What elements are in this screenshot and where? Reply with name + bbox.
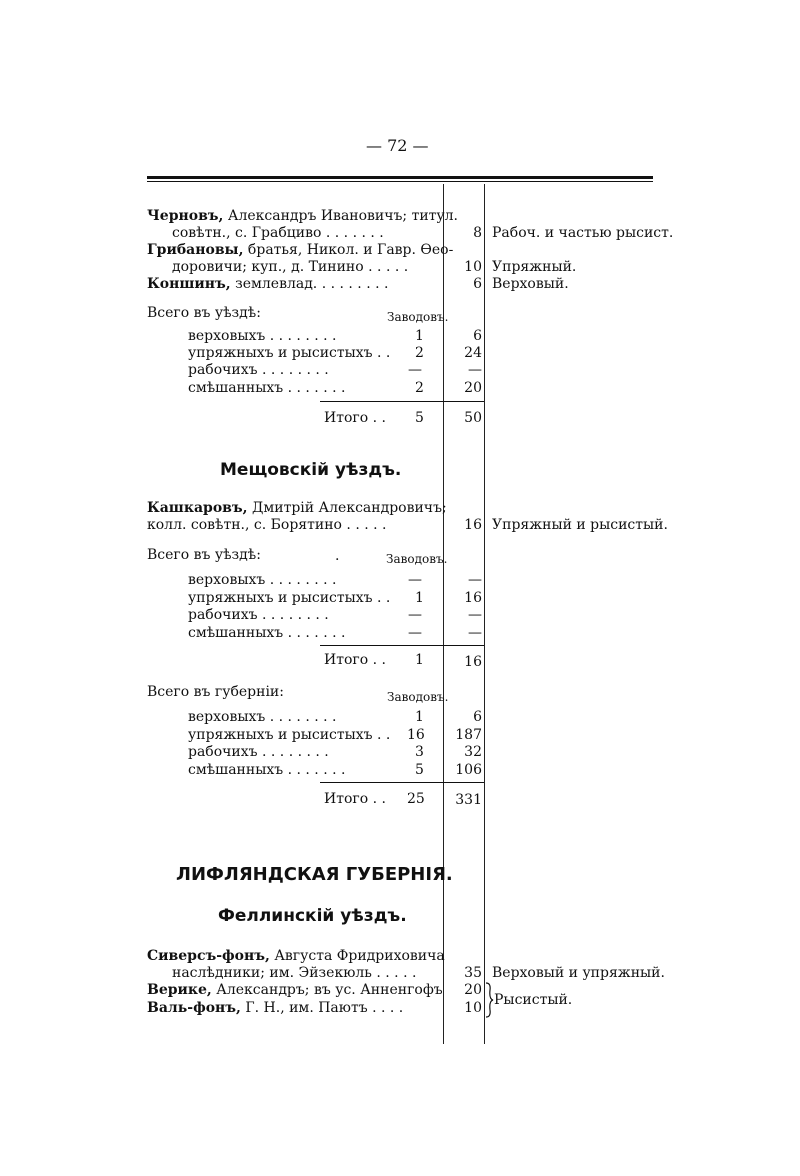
owner-name: Грибановы,	[147, 242, 244, 258]
owner-details: Августа Фридриховича	[274, 948, 445, 964]
entry-name	[147, 982, 443, 999]
category-label: смѣшанныхъ . . . . . . .	[188, 380, 346, 396]
itogo-zavod: 25	[407, 791, 425, 807]
itogo-zavod: 5	[415, 410, 424, 426]
owner-details: землевлад. . . . . . . . .	[235, 276, 389, 292]
zavod-count: 16	[407, 727, 425, 743]
itogo-label: Итого . .	[324, 791, 386, 807]
zavod-count: 3	[415, 744, 424, 760]
horse-count: 10	[464, 1000, 482, 1016]
horse-type: Упряжный.	[492, 259, 577, 275]
zavod-count: 2	[415, 345, 424, 361]
category-label: упряжныхъ и рысистыхъ . .	[188, 727, 391, 743]
owner-name: Коншинъ,	[147, 276, 231, 292]
column-divider-right	[484, 184, 485, 1044]
horse-type: Рабоч. и частью рысист.	[492, 225, 674, 241]
top-rule-thin	[147, 181, 653, 182]
horse-count: 20	[464, 982, 482, 998]
itogo-count: 16	[464, 654, 482, 670]
entry-line: колл. совѣтн., с. Борятино . . . . .	[147, 517, 387, 533]
horse-count: 6	[473, 709, 482, 725]
page-number: — 72 —	[366, 136, 429, 155]
entry-name	[147, 208, 458, 225]
horse-type: Верховый и упряжный.	[492, 965, 665, 981]
zavod-count: 1	[415, 328, 424, 344]
zavod-count: —	[408, 607, 422, 623]
horse-count: 32	[464, 744, 482, 760]
category-label: верховыхъ . . . . . . . .	[188, 572, 337, 588]
zavod-count: —	[408, 362, 422, 378]
zavod-count: 5	[415, 762, 424, 778]
zavodov-label: Заводовъ.	[387, 310, 449, 324]
owner-details: Г. Н., им. Паютъ . . . .	[245, 1000, 404, 1016]
category-label: смѣшанныхъ . . . . . . .	[188, 762, 346, 778]
horse-count: 187	[455, 727, 482, 743]
total-label: Всего въ губерніи:	[147, 684, 284, 700]
horse-count: —	[468, 625, 482, 641]
horse-count: 35	[464, 965, 482, 981]
zavod-count: —	[408, 572, 422, 588]
entry-line: наслѣдники; им. Эйзекюль . . . . .	[172, 965, 417, 981]
category-label: верховыхъ . . . . . . . .	[188, 709, 337, 725]
entry-line: доровичи; куп., д. Тинино . . . . .	[172, 259, 409, 275]
horse-count: —	[468, 572, 482, 588]
itogo-label: Итого . .	[324, 410, 386, 426]
horse-count: 6	[473, 328, 482, 344]
total-label: Всего въ уѣздѣ:	[147, 305, 261, 321]
owner-details: Дмитрій Александровичъ;	[251, 500, 447, 516]
zavod-count: 1	[415, 709, 424, 725]
horse-count: 8	[473, 225, 482, 241]
horse-count: 16	[464, 590, 482, 606]
owner-name: Черновъ,	[147, 208, 224, 224]
province-heading: ЛИФЛЯНДСКАЯ ГУБЕРНІЯ.	[176, 864, 453, 885]
top-rule-thick	[147, 176, 653, 179]
itogo-rule	[320, 401, 484, 402]
category-label: рабочихъ . . . . . . . .	[188, 744, 329, 760]
horse-type: Верховый.	[492, 276, 569, 292]
owner-details: Александръ; въ ус. Анненгофъ	[216, 982, 443, 998]
itogo-rule	[320, 645, 484, 646]
zavodov-label: Заводовъ.	[387, 690, 449, 704]
horse-type: Рысистый.	[494, 992, 573, 1008]
horse-count: 106	[455, 762, 482, 778]
category-label: смѣшанныхъ . . . . . . .	[188, 625, 346, 641]
zavod-count: 2	[415, 380, 424, 396]
owner-name: Кашкаровъ,	[147, 500, 248, 516]
horse-type: Упряжный и рысистый.	[492, 517, 668, 533]
horse-count: 16	[464, 517, 482, 533]
itogo-rule	[320, 782, 484, 783]
category-label: верховыхъ . . . . . . . .	[188, 328, 337, 344]
horse-count: —	[468, 362, 482, 378]
dot: .	[335, 548, 340, 564]
category-label: рабочихъ . . . . . . . .	[188, 362, 329, 378]
horse-count: 20	[464, 380, 482, 396]
category-label: рабочихъ . . . . . . . .	[188, 607, 329, 623]
owner-details: Александръ Ивановичъ; титул.	[227, 208, 458, 224]
itogo-label: Итого . .	[324, 652, 386, 668]
itogo-count: 50	[464, 410, 482, 426]
owner-name: Верике,	[147, 982, 212, 998]
horse-count: 10	[464, 259, 482, 275]
owner-details: братья, Никол. и Гавр. Өео-	[247, 242, 454, 258]
entry-name	[147, 242, 453, 259]
entry-line: совѣтн., с. Грабциво . . . . . . .	[172, 225, 384, 241]
category-label: упряжныхъ и рысистыхъ . .	[188, 345, 391, 361]
total-label: Всего въ уѣздѣ:	[147, 547, 261, 563]
itogo-zavod: 1	[415, 652, 424, 668]
brace-icon	[484, 982, 494, 1018]
owner-name: Валь-фонъ,	[147, 1000, 241, 1016]
entry-name	[147, 1000, 403, 1017]
horse-count: 24	[464, 345, 482, 361]
zavod-count: 1	[415, 590, 424, 606]
zavod-count: —	[408, 625, 422, 641]
horse-count: —	[468, 607, 482, 623]
owner-name: Сиверсъ-фонъ,	[147, 948, 270, 964]
entry-name	[147, 948, 445, 965]
district-heading: Мещовскій уѣздъ.	[220, 460, 402, 480]
entry-name	[147, 276, 388, 293]
entry-name	[147, 500, 447, 517]
zavodov-label: Заводовъ.	[386, 552, 448, 566]
itogo-count: 331	[455, 792, 482, 808]
horse-count: 6	[473, 276, 482, 292]
district-heading: Феллинскій уѣздъ.	[218, 906, 407, 926]
category-label: упряжныхъ и рысистыхъ . .	[188, 590, 391, 606]
